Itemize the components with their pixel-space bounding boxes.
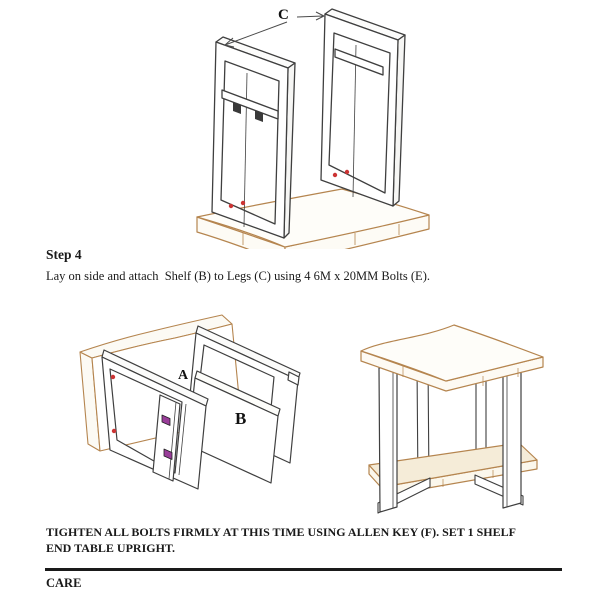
label-c-arrows [225,12,324,47]
warning-text [46,524,576,556]
bolt-red-icon [241,201,245,205]
part-label-b: B [235,409,247,428]
bolt-red-icon [333,173,337,177]
bolt-red-icon [229,204,233,208]
upright-table-diagram [333,318,560,518]
legs-on-tabletop-diagram [185,3,433,249]
part-label-c: C [278,7,289,23]
upright-table-illustration [333,318,560,518]
step-instruction: Lay on side and attach Shelf (B) to Legs (C) using 4 6M x 20MM Bolts (E). [46,269,430,283]
leg-frame-right [321,9,405,206]
bolt-red-icon [111,375,115,379]
warning-line-2: END TABLE UPRIGHT. [46,541,176,555]
part-label-a: A [178,368,189,383]
warning-line-1: TIGHTEN ALL BOLTS FIRMLY AT THIS TIME USING ALLEN KEY (F). SET 1 SHELF [46,525,516,539]
side-assembly-illustration [65,312,317,518]
bolt-red-icon [112,429,116,433]
legs-on-tabletop-illustration [185,3,433,249]
bolt-red-icon [345,170,349,174]
side-assembly-diagram [65,312,317,518]
care-section-heading: CARE [46,576,82,590]
step-heading: Step 4 [46,247,82,262]
section-divider [45,568,562,571]
